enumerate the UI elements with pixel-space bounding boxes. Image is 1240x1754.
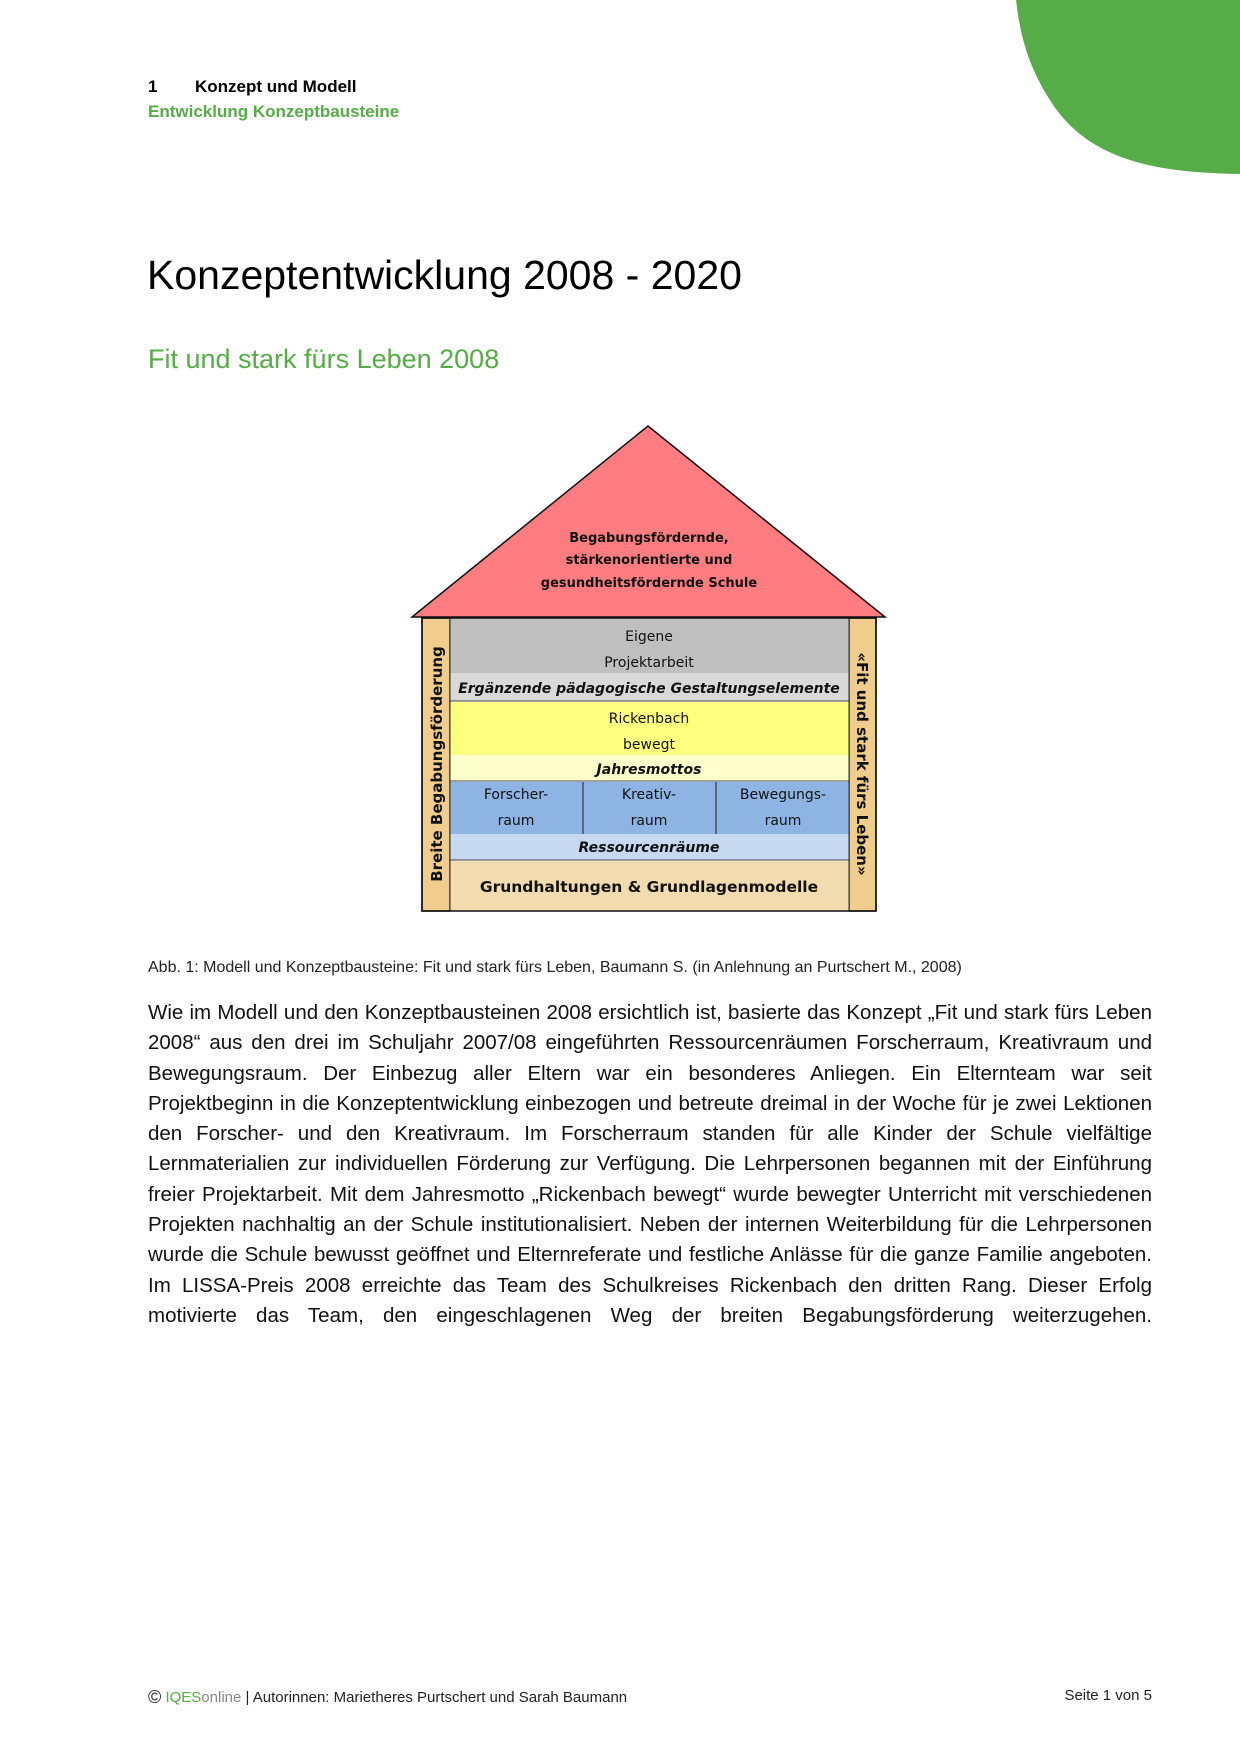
roof-line-2: stärkenorientierte und bbox=[565, 553, 733, 568]
page-subtitle: Fit und stark fürs Leben 2008 bbox=[148, 344, 500, 374]
brand-logo-online: online bbox=[201, 1689, 242, 1706]
figure-caption: Abb. 1: Modell und Konzeptbausteine: Fit und stark fürs Leben, Baumann S. (in Anlehnung an Purtschert M., 2008) bbox=[148, 959, 962, 976]
footer-authors: | Autorinnen: Marietheres Purtschert und Sarah Baumann bbox=[245, 1689, 628, 1706]
roof-line-1: Begabungsfördernde, bbox=[569, 531, 729, 546]
chapter-heading bbox=[148, 77, 356, 97]
motto-line-1: Rickenbach bbox=[608, 711, 690, 727]
room-forscher-line-2: raum bbox=[497, 813, 535, 829]
chapter-title: Konzept und Modell bbox=[195, 77, 357, 96]
room-kreativ-line-1: Kreativ- bbox=[621, 787, 677, 803]
projekt-line-2: Projektarbeit bbox=[604, 655, 694, 671]
room-bewegung-line-1: Bewegungs- bbox=[739, 787, 827, 803]
rooms-label: Ressourcenräume bbox=[578, 840, 720, 856]
house-model-diagram bbox=[400, 415, 900, 925]
brand-logo-iqes: IQES bbox=[165, 1689, 202, 1706]
page-footer bbox=[148, 1687, 1152, 1708]
decorative-corner-shape bbox=[1016, 0, 1240, 174]
page-number: Seite 1 von 5 bbox=[1064, 1687, 1152, 1704]
page-title: Konzeptentwicklung 2008 - 2020 bbox=[147, 252, 742, 298]
chapter-number: 1 bbox=[148, 77, 158, 96]
body-paragraph: Wie im Modell und den Konzeptbausteinen 2008 ersichtlich ist, basierte das Konzept „Fit und stark fürs Leben 2008“ aus den drei im Schuljahr 2007/08 eingeführten Ressourcenräumen Forscherraum, Kreativraum und Bewegungsraum. Der Einbezug aller Eltern war ein besonderes Anliegen. Ein Elternteam war seit Projektbeginn in die Konzeptentwicklung einbezogen und betreute dreimal in der Woche für je zwei Lektionen den Forscher- und den Kreativraum. Im Forscherraum standen für alle Kinder der Schule vielfältige Lernmaterialien zur individuellen Förderung zur Verfügung. Die Lehrpersonen begannen mit der Einführung freier Projektarbeit. Mit dem Jahresmotto „Rickenbach bewegt“ wurde bewegter Unterricht mit verschiedenen Projekten nachhaltig an der Schule institutionalisiert. Neben der internen Weiterbildung für die Lehrpersonen wurde die Schule bewusst geöffnet und Elternreferate und festliche Anlässe für die ganze Familie angeboten. Im LISSA-Preis 2008 erreichte das Team des Schulkreises Rickenbach den dritten Rang. Dieser Erfolg motivierte das Team, den eingeschlagenen Weg der breiten Begabungsförderung weiterzugehen. bbox=[148, 1001, 1152, 1327]
room-bewegung-line-2: raum bbox=[764, 813, 802, 829]
left-pillar-label: Breite Begabungsförderung bbox=[428, 646, 446, 882]
right-pillar-label: «Fit und stark fürs Leben» bbox=[853, 652, 871, 876]
copyright-icon: © bbox=[148, 1687, 162, 1707]
motto-line-2: bewegt bbox=[623, 737, 675, 753]
section-heading: Entwicklung Konzeptbausteine bbox=[148, 102, 400, 121]
projekt-label: Ergänzende pädagogische Gestaltungselemente bbox=[458, 681, 840, 697]
room-kreativ-line-2: raum bbox=[630, 813, 668, 829]
roof-line-3: gesundheitsfördernde Schule bbox=[540, 576, 758, 591]
projekt-line-1: Eigene bbox=[625, 629, 673, 645]
motto-label: Jahresmottos bbox=[596, 762, 702, 778]
room-forscher-line-1: Forscher- bbox=[483, 787, 549, 803]
foundation-label: Grundhaltungen & Grundlagenmodelle bbox=[479, 878, 819, 896]
